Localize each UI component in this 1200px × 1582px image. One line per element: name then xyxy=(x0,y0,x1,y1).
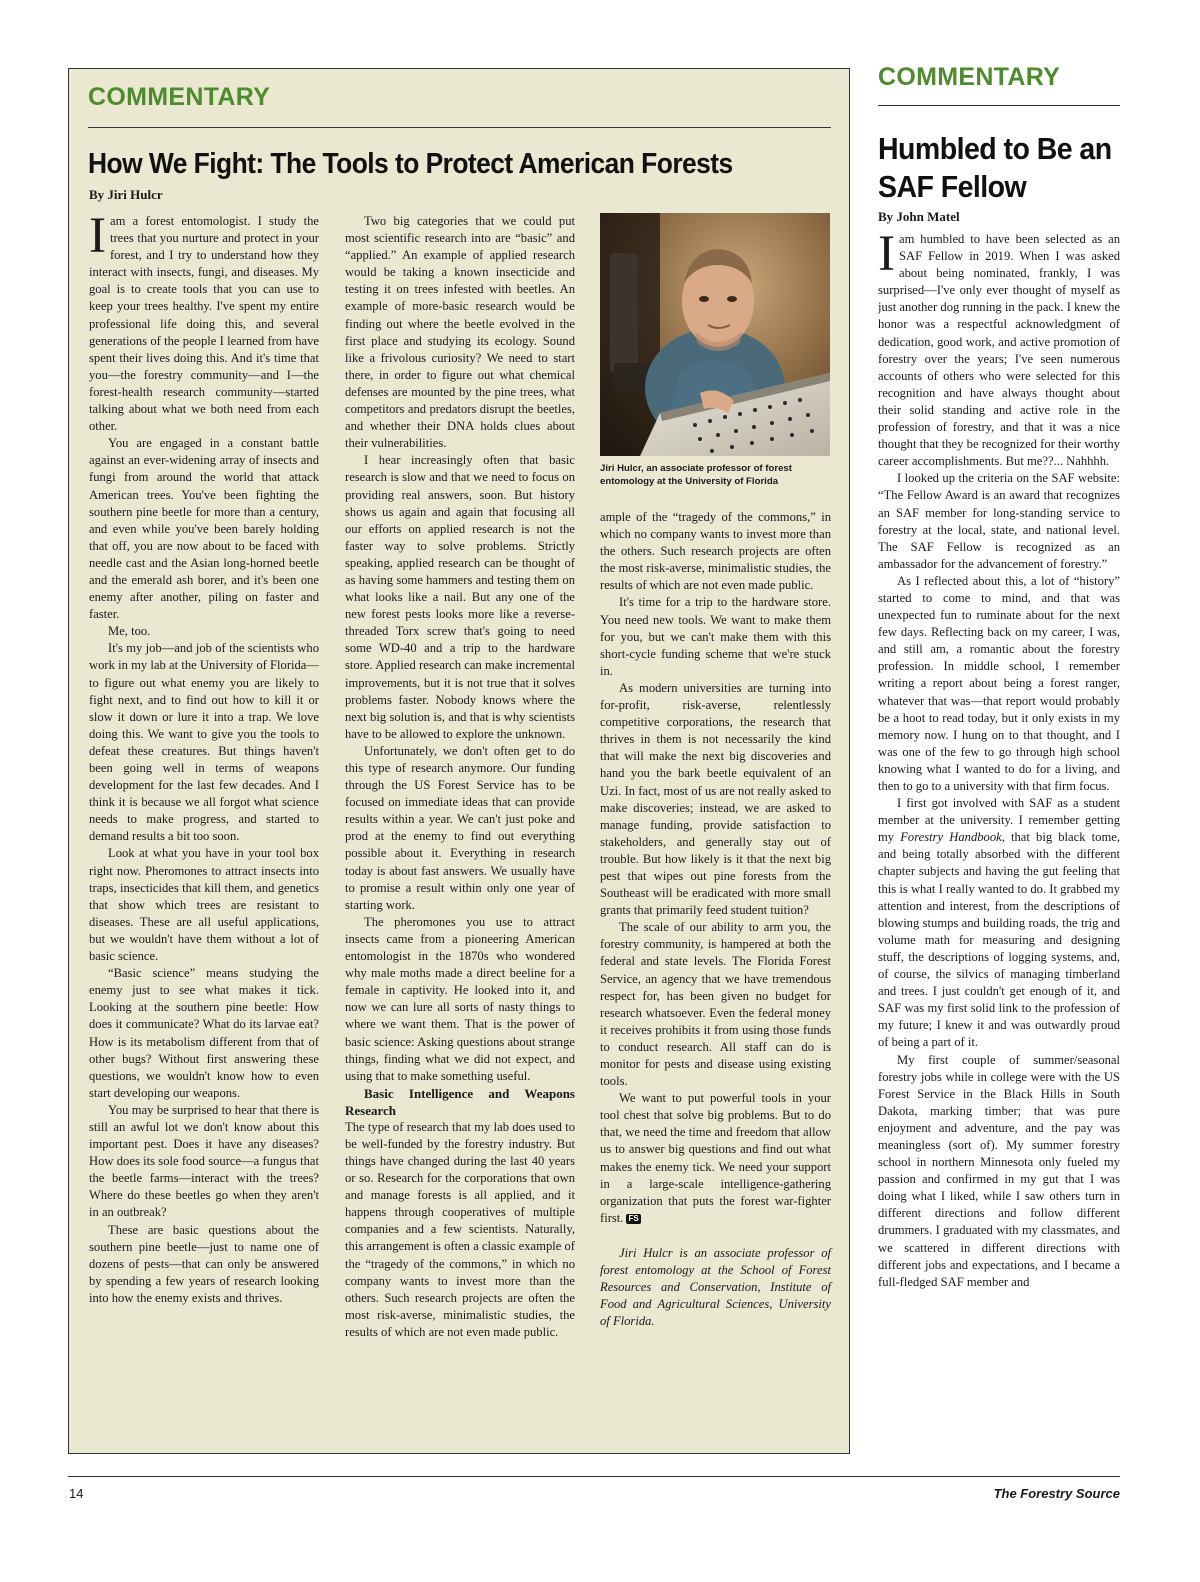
body-paragraph: Look at what you have in your tool box right now. Pheromones to attract insects into traps, insecticides that kill them, and genetics that show which trees are resistant to diseases. These are all useful applications, but we wouldn't have them without a lot of basic science. xyxy=(89,846,319,964)
right-article-column xyxy=(878,231,1120,1463)
body-paragraph: “Basic science” means studying the enemy just to see what makes it tick. Looking at the southern pine beetle: How does it communicate? What do its larvae eat? How is its metabolism different from that of other bugs? Without first answering these questions, we wouldn't know how to even start developing our weapons. xyxy=(89,966,319,1100)
body-paragraph: The pheromones you use to attract insects came from a pioneering American entomologist in the 1870s who wondered why male moths made a direct beeline for a female in captivity. He looked into it, and now we can lure all sorts of nasty things to where we want them. That is the power of basic science: Asking questions about strange things, finding what we did not expect, and using that to make something useful. xyxy=(345,914,575,1083)
right-title-line-1: Humbled to Be an xyxy=(878,131,1112,166)
body-paragraph: Me, too. xyxy=(108,624,151,639)
body-paragraph: You are engaged in a constant battle against an ever-widening array of insects and fungi from around the world that attack American trees. You've been fighting the southern pine beetle for more than a century, and even while you've been barely holding that off, you are now about to be faced with needle cast and the Asian long-horned beetle and the emerald ash borer, and it's been one enemy after another, piling on faster and faster. xyxy=(89,436,319,622)
author-photo xyxy=(600,213,830,456)
right-text: I first got involved with SAF as a student member at the university. I remember getting my xyxy=(878,796,1120,845)
end-mark: FS xyxy=(628,1213,639,1223)
publication-name: The Forestry Source xyxy=(993,1486,1120,1501)
right-article-byline: By John Matel xyxy=(878,209,960,224)
body-paragraph: I hear increasingly often that basic research is slow and that we need to focus on providing real answers, soon. But history shows us again and again that focusing all our efforts on applied research is not the faster way to solve problems. Strictly speaking, applied research can be thought of as having some hammers and testing them on what looks like a nail. But any one of the new forest pests looks more like a reverse-threaded Torx screw that's going to need some WD-40 and a trip to the hardware store. Applied research can make incremental improvements, but it is not true that it solves problems faster. Nobody knows where the next big solution is, and that is why scientists have to be allowed to explore the unknown. xyxy=(345,453,575,741)
right-drop-cap: I xyxy=(878,231,895,282)
body-paragraph: The type of research that my lab does used to be well-funded by the forestry industry. But things have changed during the last 40 years or so. Research for the corporations that own and manage forests is all applied, and it happens through cooperatives of multiple companies and a few scientists. Naturally, this arrangement is often a classic example of the “tragedy of the commons,” in which no company wants to invest more than the others. Such research projects are often the most risk-averse, minimalistic studies, the results of which are not even made public. xyxy=(345,1119,575,1339)
right-body-paragraph: My first couple of summer/seasonal forestry jobs while in college were with the US Forest Service in the Black Hills in South Dakota, marking timber; that was pure enjoyment and adventure, and the pay was meaningless (sort of). My summer forestry school in northern Minnesota only fueled my passion and confirmed in my gut that I was doing what I liked, while I saw others turn in different directions and follow different drummers. I graduated with my classmates, and we scattered in different directions with different jobs and expectations, and I became a full-fledged SAF member and xyxy=(878,1052,1120,1289)
body-paragraph: These are basic questions about the southern pine beetle—just to name one of dozens of pests—that can only be answered by spending a few years of research looking into how the enemy exists and thrives. xyxy=(89,1222,319,1305)
author-bio: Jiri Hulcr is an associate professor of forest entomology at the School of Forest Resources and Conservation, Institute of Food and Agricultural Sciences, University of Florida. xyxy=(600,1245,831,1329)
page-number: 14 xyxy=(69,1486,84,1501)
article-column-2 xyxy=(345,213,575,1341)
section-label: COMMENTARY xyxy=(88,83,271,111)
final-paragraph xyxy=(600,1090,831,1227)
right-body-paragraph: I looked up the criteria on the SAF website: “The Fellow Award is an award that recognizes an SAF member for long-standing service to forestry at the local, state, and national level. The SAF Fellow is recognized as an ambassador for the advancement of forestry.” xyxy=(878,471,1120,571)
right-lead-text: am humbled to have been selected as an SAF Fellow in 2019. When I was asked about being nominated, frankly, I was surprised—I've only ever thought of myself as just another dog running in the pack. I knew the honor was a respectful acknowledgment of dedication, good work, and active promotion of forestry over the years; I've seen numerous accounts of others who were selected for this recognition and have always thought about their solid standing and active role in the profession of forestry, and that it was a nice thought that they be recognized for their worthy career accomplishments. But me??... Nahhhh. xyxy=(878,232,1120,469)
author-photo-image xyxy=(600,213,830,456)
lead-paragraph xyxy=(89,208,319,435)
section-subhead: Basic Intelligence and Weapons Research xyxy=(345,1085,575,1118)
article-title: How We Fight: The Tools to Protect American Forests xyxy=(88,148,733,180)
final-paragraph-text: We want to put powerful tools in your tool chest that solve big problems. But to do that, we need the time and freedom that allow us to answer big questions and find out what makes the enemy tick. We need your support in a large-scale intelligence-gathering organization that puts the forest war-fighter first. xyxy=(600,1091,831,1225)
article-column-1 xyxy=(89,208,319,1307)
drop-cap: I xyxy=(89,208,106,264)
body-paragraph: Unfortunately, we don't often get to do this type of research anymore. Our funding through the US Forest Service has to be focused on immediate ideas that can provide results within a year. We can't just poke and prod at the enemy to find out everything possible about it. Everything in research today is about fast answers. We usually have to promise a result within only one year of starting work. xyxy=(345,743,575,912)
section-divider xyxy=(88,127,831,128)
body-paragraph: It's my job—and job of the scientists who work in my lab at the University of Florida—to figure out what enemy you are likely to fight next, and to find out how to kill it or slow it down or lure it into a trap. We love doing this. We want to give you the tools to defeat these creatures. But things haven't been going well in terms of weapons development for the last few decades. And I think it is because we all forgot what science needs to make progress, and started to demand results a bit too soon. xyxy=(89,641,319,844)
book-title: Forestry Handbook xyxy=(900,830,1002,845)
photo-caption: Jiri Hulcr, an associate professor of forest entomology at the University of Florida xyxy=(600,463,792,487)
body-paragraph: Two big categories that we could put most scientific research into are “basic” and “applied.” An example of applied research would be taking a known insecticide and testing it on trees infested with beetles. An example of more-basic research would be finding out where the beetle evolved in the first place and studying its ecology. Sound like a frivolous curiosity? We need to start there, in order to figure out what chemical defenses are mounted by the pine trees, what competitors and predators disrupt the beetles, and whether their DNA holds clues about their vulnerabilities. xyxy=(345,214,575,451)
right-article-title xyxy=(878,130,1112,206)
right-section-divider xyxy=(878,105,1120,106)
body-paragraph: As modern universities are turning into for-profit, risk-averse, relentlessly competitive corporations, the research that thrives in them is not necessarily the kind that will make the next big discoveries and hand you the bark beetle equivalent of an Uzi. In fact, most of us are not really asked to make discoveries; instead, we are asked to manage funding, provide satisfaction to stakeholders, and generally stay out of trouble. But how likely is it that the next big pest that wipes out pine forests from the Southeast will be eradicated with more small grants that primarily feed student tuition? xyxy=(600,680,831,918)
footer-rule xyxy=(68,1476,1120,1477)
lead-text: am a forest entomologist. I study the trees that you nurture and protect in your forest, and I try to understand how they interact with insects, fungi, and diseases. My goal is to create tools that you can use to keep your trees healthy. I've spent my entire professional life doing this, and several generations of the people I learned from have spent their lives doing this. And it's time that you—the forestry community—and I—the forest-health research community—started talking about what we both need from each other. xyxy=(89,214,319,434)
body-paragraph-continued: ample of the “tragedy of the commons,” in which no company wants to invest more than the others. Such research projects are often the most risk-averse, minimalistic studies, the results of which are not even made public. xyxy=(600,510,831,593)
body-paragraph: You may be surprised to hear that there is still an awful lot we don't know about this important pest. Does it have any diseases? How does its sole food source—a fungus that the beetle farms—interact with the trees? Where do these beetles go when they aren't in an outbreak? xyxy=(89,1102,319,1220)
right-body-paragraph xyxy=(878,795,1120,1051)
right-title-line-2: SAF Fellow xyxy=(878,169,1027,204)
article-column-3 xyxy=(600,509,831,1330)
right-lead-paragraph xyxy=(878,231,1120,470)
right-text: , that big black tome, and being totally absorbed with the different chapter subjects and having the gut feeling that this is what I really wanted to do. It grabbed my attention and interest, from the descriptions of blowing stumps and building roads, the trig and volume math for measuring and designing stuff, the descriptions of logging systems, and, of course, the silvics of managing timberland and trees. I just couldn't get enough of it, and SAF was my first solid link to the profession of my future; I knew it and was outwardly proud of being a part of it. xyxy=(878,830,1120,1050)
right-body-paragraph: As I reflected about this, a lot of “history” started to come to mind, and that was unexpected fun to ruminate about for the next few days. Reflecting back on my career, I was, and still am, a romantic about the forestry profession. In middle school, I remember writing a report about being a forest ranger, whatever that was—that report would probably be a hoot to read today, but it only exists in my memory now. I hung on to that thought, and I was one of the few to go through high school knowing what I wanted to do for a living, and then to go to a university with that firm focus. xyxy=(878,573,1120,793)
body-paragraph: The scale of our ability to arm you, the forestry community, is hampered at both the federal and state levels. The Florida Forest Service, an agency that we have tremendous respect for, has been given no budget for research whatsoever. Even the federal money it receives prohibits it from using those funds to conduct research. All staff can do is monitor for pests and disease using existing tools. xyxy=(600,920,831,1089)
body-paragraph: It's time for a trip to the hardware store. You need new tools. We want to make them for you, but we can't make them with this short-cycle funding scheme that we're stuck in. xyxy=(600,595,831,678)
article-byline: By Jiri Hulcr xyxy=(89,187,163,202)
right-section-label: COMMENTARY xyxy=(878,63,1061,91)
